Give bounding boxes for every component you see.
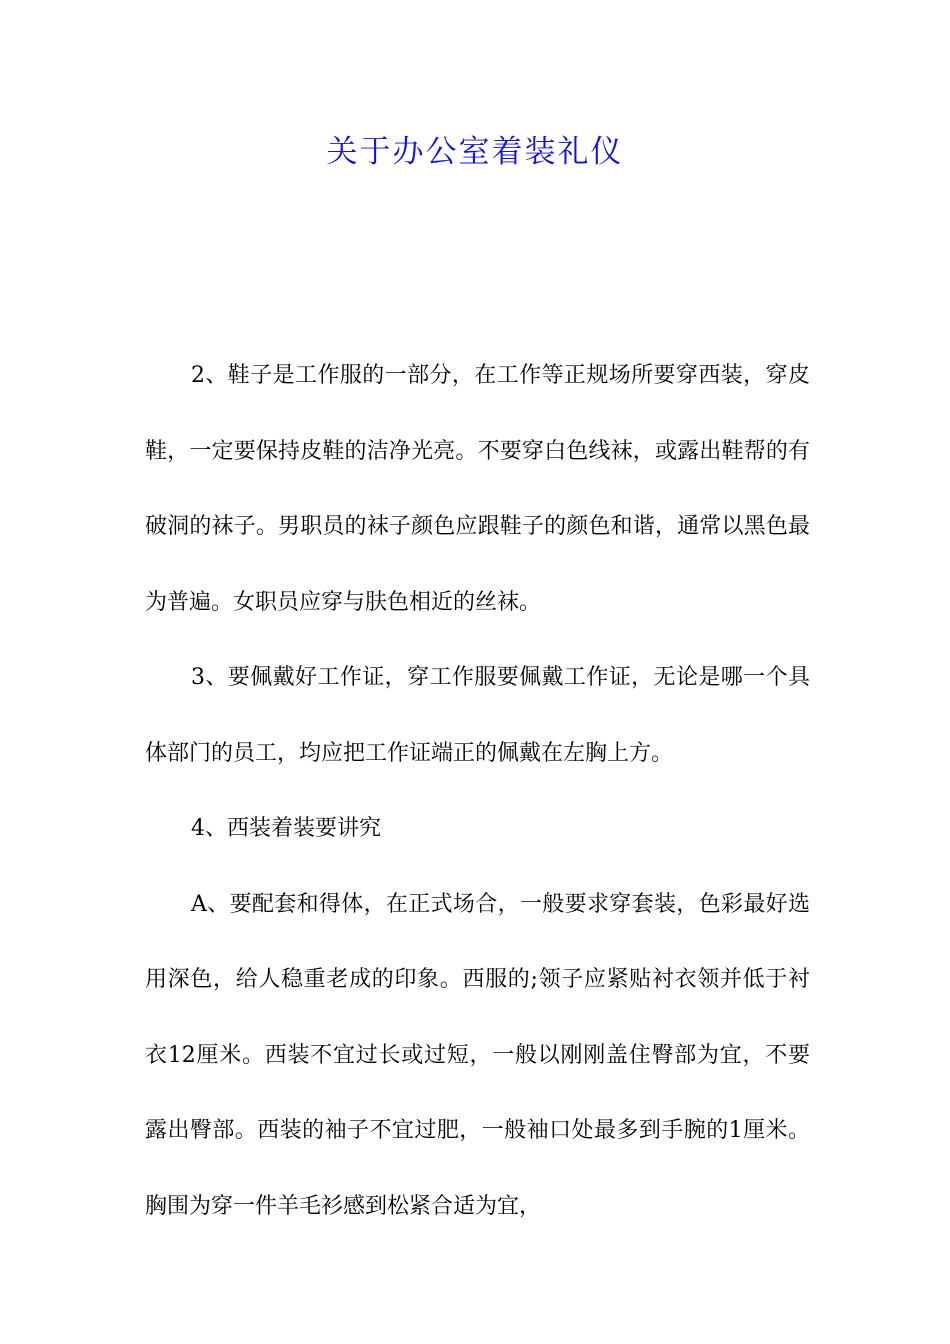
paragraph-shoes: 2、鞋子是工作服的一部分，在工作等正规场所要穿西装，穿皮鞋，一定要保持皮鞋的洁净光亮。不要穿白色线袜，或露出鞋帮的有破洞的袜子。男职员的袜子颜色应跟鞋子的颜色和谐，通常以黑色最为普遍。女职员应穿与肤色相近的丝袜。 — [145, 363, 810, 615]
document-title: 关于办公室着装礼仪 — [326, 134, 624, 170]
paragraph-suit-heading: 4、西装着装要讲究 — [191, 816, 381, 841]
document-body — [145, 338, 810, 1244]
paragraph-work-badge: 3、要佩戴好工作证，穿工作服要佩戴工作证，无论是哪一个具体部门的员工，均应把工作证端正的佩戴在左胸上方。 — [145, 665, 810, 766]
paragraph-suit-fit: A、要配套和得体，在正式场合，一般要求穿套装，色彩最好选用深色，给人稳重老成的印象。西服的;领子应紧贴衬衣领并低于衬衣12厘米。西装不宜过长或过短，一般以刚刚盖住臀部为宜，不要露出臀部。西装的袖子不宜过肥，一般袖口处最多到手腕的1厘米。胸围为穿一件羊毛衫感到松紧合适为宜， — [145, 891, 810, 1219]
